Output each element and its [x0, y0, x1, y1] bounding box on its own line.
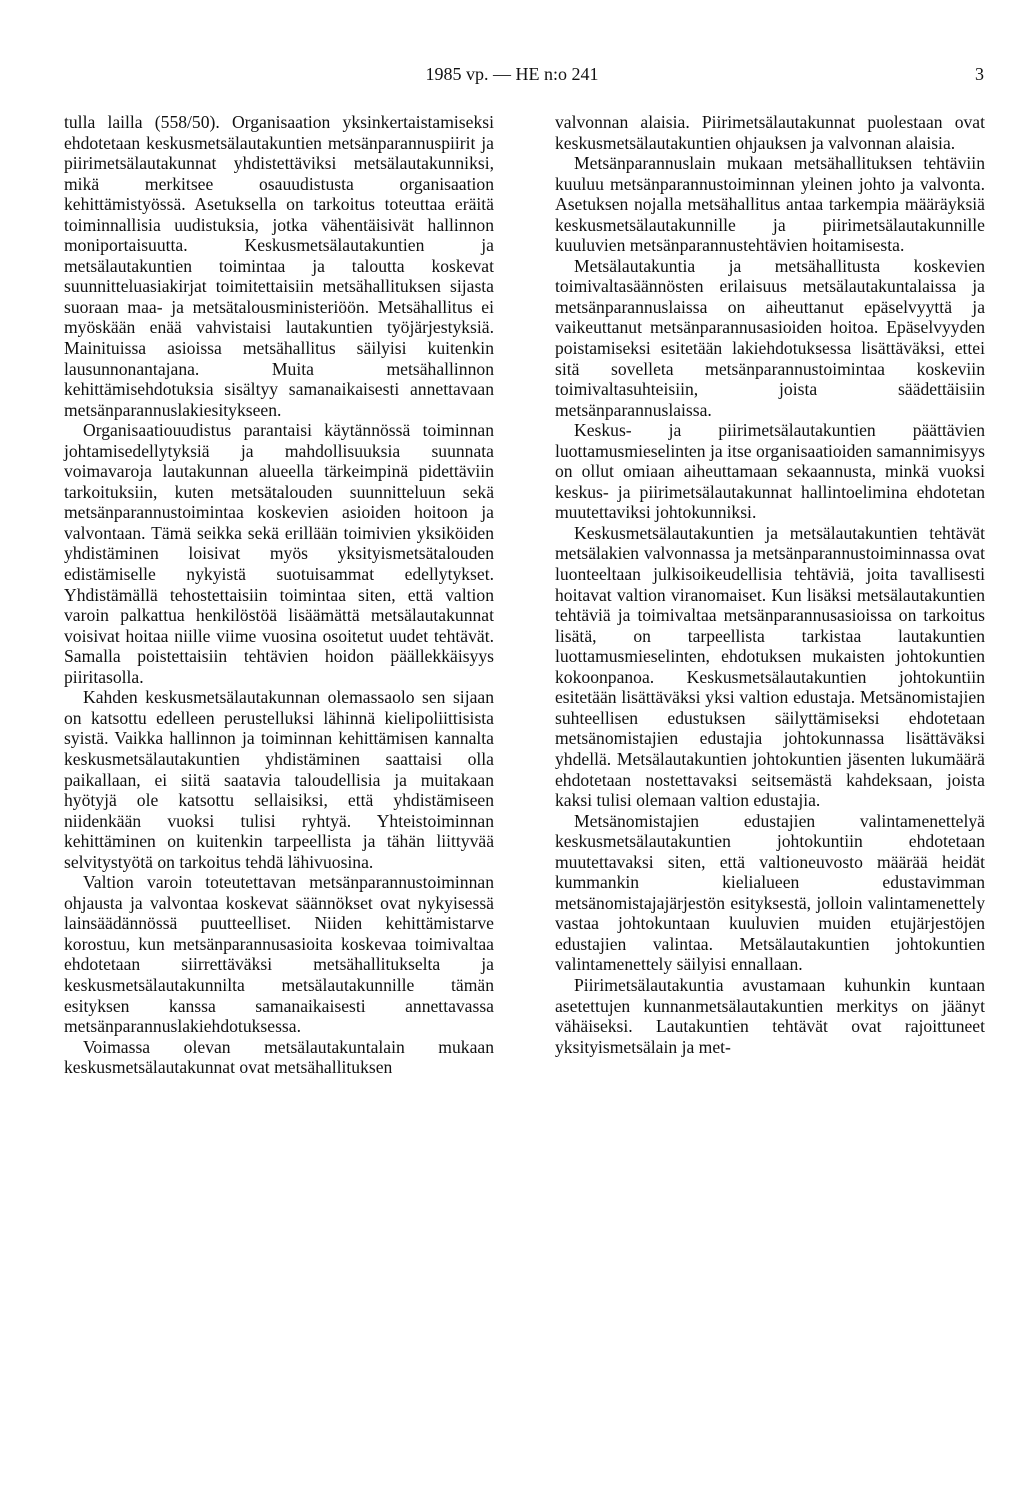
left-column [64, 112, 494, 1078]
page-number: 3 [975, 64, 984, 84]
paragraph: Metsälautakuntia ja metsähallitusta koskevien toimivaltasäännösten erilaisuus metsälautakuntalaissa ja metsänparannuslaissa on aiheuttanut epäselvyyttä ja vaikeuttanut metsänparannusasioiden hoitoa. Epäselvyyden poistamiseksi esitetään lakiehdotuksessa lisättäväksi, ettei sitä sovelleta metsänparannustoimintaa koskeviin toimivaltasuhteisiin, joista säädettäisiin metsänparannuslaissa. [555, 255, 985, 420]
paragraph: Keskusmetsälautakuntien ja metsälautakuntien tehtävät metsälakien valvonnassa ja metsänparannustoiminnassa ovat luonteeltaan julkisoikeudellisia tehtäviä, joita tavallisesti hoitavat valtion viranomaiset. Kun lisäksi metsälautakuntien tehtäviä ja toimivaltaa metsänparannusasioissa on tarkoitus lisätä, on tarpeellista tarkistaa lautakuntien luottamusmieselinten, ehdotuksen mukaisten johtokuntien kokoonpanoa. Keskusmetsälautakuntien johtokuntiin esitetään lisättäväksi yksi valtion edustaja. Metsänomistajien suhteellisen edustuksen säilyttämiseksi ehdotetaan metsänomistajien edustajia johtokunnassa lisättäväksi yhdellä. Metsälautakuntien johtokuntien jäsenten lukumäärä ehdotetaan nostettavaksi seitsemästä kahdeksaan, joista kaksi tulisi olemaan valtion edustajia. [555, 522, 985, 811]
right-column [555, 112, 985, 1057]
paragraph: Metsänomistajien edustajien valintamenettelyä keskusmetsälautakuntien johtokuntiin ehdotetaan muutettavaksi siten, että valtioneuvosto määrää heidät kummankin kielialueen edustavimman metsänomistajajärjestön esityksestä, jolloin valintamenettely vastaa johtokuntaan kuuluvien muiden etujärjestöjen edustajien valintaa. Metsälautakuntien johtokuntien valintamenettely säilyisi ennallaan. [555, 810, 985, 975]
paragraph: Voimassa olevan metsälautakuntalain mukaan keskusmetsälautakunnat ovat metsähallituksen [64, 1036, 494, 1078]
paragraph: tulla lailla (558/50). Organisaation yksinkertaistamiseksi ehdotetaan keskusmetsälautakuntien metsänparannuspiirit ja piirimetsälautakunnat yhdistettäviksi metsälautakunniksi, mikä merkitsee osauudistusta organisaation kehittämistyössä. Asetuksella on tarkoitus toteuttaa eräitä toiminnallisia uudistuksia, jotka vähentäisivät hallinnon moniportaisuutta. Keskusmetsälautakuntien ja metsälautakuntien toimintaa ja taloutta koskevat suunnitteluasiakirjat toimitettaisiin metsähallituksen sijasta suoraan maa- ja metsätalousministeriöön. Metsähallitus ei myöskään enää vahvistaisi lautakuntien työjärjestyksiä. Mainituissa asioissa metsähallitus säilyisi kuitenkin lausunnonantajana. Muita metsähallinnon kehittämisehdotuksia sisältyy samanaikaisesti annettavaan metsänparannuslakiesitykseen. [64, 112, 494, 420]
paragraph: Metsänparannuslain mukaan metsähallituksen tehtäviin kuuluu metsänparannustoiminnan yleinen johto ja valvonta. Asetuksen nojalla metsähallitus antaa tarkempia määräyksiä keskusmetsälautakunnille ja piirimetsälautakunnille kuuluvien metsänparannustehtävien hoitamisesta. [555, 153, 985, 256]
paragraph: Valtion varoin toteutettavan metsänparannustoiminnan ohjausta ja valvontaa koskevat säännökset ovat nykyisessä lainsäädännössä puutteelliset. Niiden kehittämistarve korostuu, kun metsänparannusasioita koskevaa toimivaltaa ehdotetaan siirrettäväksi metsähallitukselta ja keskusmetsälautakunnilta metsälautakunnille tämän esityksen kanssa samanaikaisesti annettavassa metsänparannuslakiehdotuksessa. [64, 872, 494, 1037]
page-header [0, 64, 1024, 94]
paragraph: Keskus- ja piirimetsälautakuntien päättävien luottamusmieselinten ja itse organisaatioiden samannimisyys on ollut omiaan aiheuttamaan sekaannusta, minkä vuoksi keskus- ja piirimetsälautakunnat hallintoelimina ehdotetan muutettaviksi johtokunniksi. [555, 420, 985, 523]
running-title: 1985 vp. — HE n:o 241 [425, 64, 599, 84]
paragraph: Piirimetsälautakuntia avustamaan kuhunkin kuntaan asetettujen kunnanmetsälautakuntien merkitys on jäänyt vähäiseksi. Lautakuntien tehtävät ovat rajoittuneet yksityismetsälain ja met- [555, 974, 985, 1057]
paragraph: Kahden keskusmetsälautakunnan olemassaolo sen sijaan on katsottu edelleen perustelluksi lähinnä kielipoliittisista syistä. Vaikka hallinnon ja toiminnan kehittämisen kannalta keskusmetsälautakuntien yhdistäminen saattaisi olla paikallaan, ei siitä saatavia taloudellisia ja muitakaan hyötyjä ole katsottu sellaisiksi, että yhdistämiseen niidenkään vuoksi tulisi ryhtyä. Yhteistoiminnan kehittäminen on kuitenkin tarpeellista ja tähän liittyvää selvitystyötä on tarkoitus tehdä lähivuosina. [64, 687, 494, 872]
paragraph: Organisaatiouudistus parantaisi käytännössä toiminnan johtamisedellytyksiä ja mahdollisuuksia suunnata voimavaroja lautakunnan alueella tärkeimpinä pidettäviin tarkoituksiin, kuten metsätalouden suunnitteluun sekä metsänparannustoimintaa koskevien asioiden hoitoon ja valvontaan. Tämä seikka sekä erillään toimivien yksiköiden yhdistäminen loisivat myös yksityismetsätalouden edistämiselle nykyistä suotuisammat edellytykset. Yhdistämällä tehostettaisiin toimintaa siten, että valtion varoin palkattua henkilöstöä lisäämättä metsälautakunnat voisivat hoitaa niille viime vuosina osoitetut uudet tehtävät. Samalla poistettaisiin tehtävien hoidon päällekkäisyys piiritasolla. [64, 420, 494, 687]
paragraph: valvonnan alaisia. Piirimetsälautakunnat puolestaan ovat keskusmetsälautakuntien ohjauksen ja valvonnan alaisia. [555, 112, 985, 153]
